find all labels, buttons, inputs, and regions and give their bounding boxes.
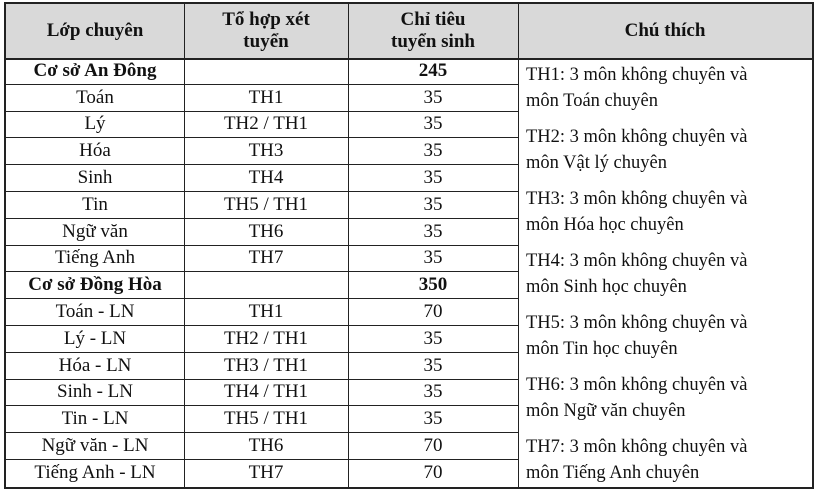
header-class: Lớp chuyên: [46, 20, 144, 41]
quota-cell: 35: [423, 193, 443, 215]
table-row: [6, 380, 518, 407]
quota-cell: 350: [418, 274, 448, 296]
table-row: [6, 192, 518, 219]
table-row: [6, 246, 518, 273]
combination-cell: TH4: [248, 167, 284, 189]
combination-cell: TH1: [248, 301, 284, 323]
table-row: [6, 165, 518, 192]
quota-cell: 35: [423, 354, 443, 376]
combination-cell: [184, 58, 348, 84]
quota-cell: 245: [418, 59, 448, 81]
quota-cell: 35: [423, 408, 443, 430]
combination-cell: TH2 / TH1: [223, 327, 309, 349]
table-row: [6, 85, 518, 112]
class-cell: Sinh: [77, 167, 113, 189]
table-row: [6, 112, 518, 139]
class-cell: Hóa: [79, 140, 111, 162]
class-cell: Cơ sở An Đông: [33, 59, 157, 81]
combination-cell: TH7: [248, 462, 284, 484]
quota-cell: 70: [423, 301, 443, 323]
notes-column: [518, 58, 812, 487]
combination-cell: TH1: [248, 86, 284, 108]
quota-cell: 35: [423, 86, 443, 108]
header-quota: Chỉ tiêu tuyển sinh: [391, 9, 475, 52]
combination-cell: [184, 272, 348, 298]
section-row: [6, 272, 518, 299]
table-row: [6, 219, 518, 246]
note-th3: TH3: 3 môn không chuyên và môn Hóa học chuyên: [526, 189, 748, 235]
quota-cell: 35: [423, 327, 443, 349]
quota-cell: 35: [423, 167, 443, 189]
combination-cell: TH2 / TH1: [223, 113, 309, 135]
table-row: [6, 406, 518, 433]
class-cell: Sinh - LN: [57, 381, 133, 403]
class-cell: Hóa - LN: [58, 354, 132, 376]
class-cell: Ngữ văn: [62, 220, 128, 242]
table-row: [6, 433, 518, 460]
note-th4: TH4: 3 môn không chuyên và môn Sinh học chuyên: [526, 251, 748, 297]
class-cell: Ngữ văn - LN: [41, 435, 149, 457]
quota-cell: 35: [423, 381, 443, 403]
class-cell: Tiếng Anh - LN: [34, 462, 156, 484]
class-cell: Toán - LN: [55, 301, 135, 323]
combination-cell: TH3: [248, 140, 284, 162]
class-cell: Tin - LN: [61, 408, 129, 430]
table-row: [6, 138, 518, 165]
class-cell: Tin: [82, 193, 108, 215]
table-row: [6, 299, 518, 326]
table-row: [6, 460, 518, 487]
quota-cell: 70: [423, 462, 443, 484]
quota-cell: 35: [423, 220, 443, 242]
quota-cell: 35: [423, 113, 443, 135]
header-notes: Chú thích: [624, 20, 706, 41]
combination-cell: TH5 / TH1: [223, 408, 309, 430]
quota-cell: 35: [423, 247, 443, 269]
quota-cell: 70: [423, 435, 443, 457]
combination-cell: TH6: [248, 220, 284, 242]
class-cell: Toán: [76, 86, 114, 108]
combination-cell: TH6: [248, 435, 284, 457]
header-combination: Tổ hợp xét tuyển: [222, 9, 310, 52]
class-cell: Lý - LN: [63, 327, 127, 349]
note-th7: TH7: 3 môn không chuyên và môn Tiếng Anh chuyên: [526, 437, 748, 483]
note-th2: TH2: 3 môn không chuyên và môn Vật lý chuyên: [526, 127, 748, 173]
combination-cell: TH4 / TH1: [223, 381, 309, 403]
admission-table: [4, 2, 814, 489]
combination-cell: TH7: [248, 247, 284, 269]
table-row: [6, 326, 518, 353]
class-cell: Tiếng Anh: [54, 247, 136, 269]
note-th1: TH1: 3 môn không chuyên và môn Toán chuyên: [526, 65, 748, 111]
class-cell: Lý: [84, 113, 106, 135]
note-th5: TH5: 3 môn không chuyên và môn Tin học chuyên: [526, 313, 748, 359]
quota-cell: 35: [423, 140, 443, 162]
note-th6: TH6: 3 môn không chuyên và môn Ngữ văn chuyên: [526, 375, 748, 421]
combination-cell: TH3 / TH1: [223, 354, 309, 376]
class-cell: Cơ sở Đồng Hòa: [28, 274, 162, 296]
table-header: [6, 4, 812, 60]
combination-cell: TH5 / TH1: [223, 193, 309, 215]
section-row: [6, 58, 518, 85]
table-row: [6, 353, 518, 380]
